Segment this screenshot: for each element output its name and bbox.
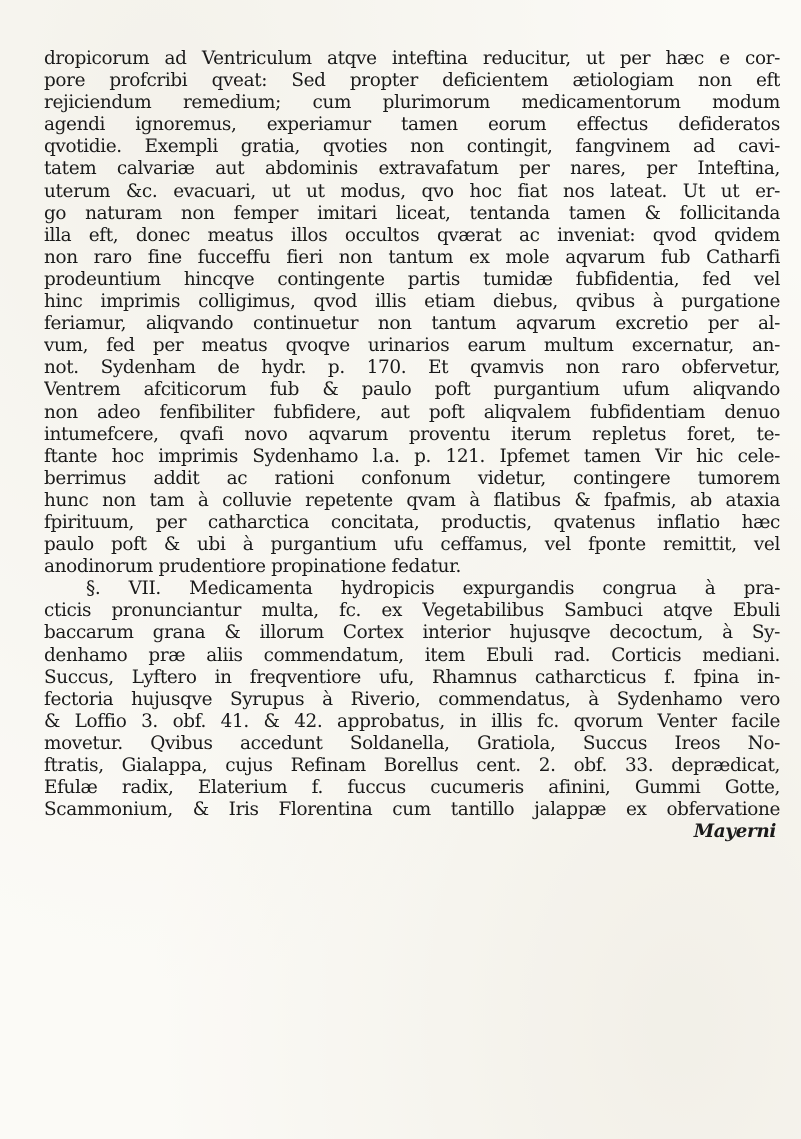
text-line: uterum &c. evacuari, ut ut modus, qvo hoc fiat nos lateat. Ut ut er- [44, 180, 780, 202]
latin-text-block [44, 48, 780, 843]
text-line: rejiciendum remedium; cum plurimorum medicamentorum modum [44, 92, 780, 114]
text-line: Ventrem afciticorum fub & paulo poft purgantium ufum aliqvando [44, 379, 780, 401]
text-line: hinc imprimis colligimus, qvod illis etiam diebus, qvibus à purgatione [44, 291, 780, 313]
text-line: non adeo fenfibiliter fubfidere, aut poft aliqvalem fubfidentiam denuo [44, 401, 780, 423]
text-line: non raro fine fucceffu fieri non tantum ex mole aqvarum fub Catharfi [44, 246, 780, 268]
text-line: not. Sydenham de hydr. p. 170. Et qvamvis non raro obfervetur, [44, 357, 780, 379]
text-line: cticis pronunciantur multa, fc. ex Vegetabilibus Sambuci atqve Ebuli [44, 600, 780, 622]
text-line: & Loffio 3. obf. 41. & 42. approbatus, in illis fc. qvorum Venter facile [44, 710, 780, 732]
text-line: denhamo præ aliis commendatum, item Ebuli rad. Corticis mediani. [44, 644, 780, 666]
catchword: Mayerni [693, 821, 776, 843]
text-line: dropicorum ad Ventriculum atqve inteftina reducitur, ut per hæc e cor- [44, 48, 780, 69]
text-line: intumefcere, qvafi novo aqvarum proventu iterum repletus foret, te- [44, 423, 780, 445]
text-line: Efulæ radix, Elaterium f. fuccus cucumeris afinini, Gummi Gotte, [44, 777, 780, 799]
text-line: berrimus addit ac rationi confonum videtur, contingere tumorem [44, 467, 780, 489]
text-line: hunc non tam à colluvie repetente qvam à flatibus & fpafmis, ab ataxia [44, 489, 780, 511]
text-line: Scammonium, & Iris Florentina cum tantillo jalappæ ex obfervatione [44, 799, 780, 821]
section-heading-line: §. VII. Medicamenta hydropicis expurgandis congrua à pra- [86, 578, 780, 600]
text-line: ftante hoc imprimis Sydenhamo l.a. p. 121. Ipfemet tamen Vir hic cele- [44, 445, 780, 467]
text-line: baccarum grana & illorum Cortex interior hujusqve decoctum, à Sy- [44, 622, 780, 644]
text-line: feriamur, aliqvando continuetur non tantum aqvarum excretio per al- [44, 313, 780, 335]
text-line: paulo poft & ubi à purgantium ufu ceffamus, vel fponte remittit, vel [44, 534, 780, 556]
text-line: qvotidie. Exempli gratia, qvoties non contingit, fangvinem ad cavi- [44, 136, 780, 158]
text-line: Succus, Lyftero in freqventiore ufu, Rhamnus catharcticus f. fpina in- [44, 666, 780, 688]
text-line: anodinorum prudentiore propinatione fedatur. [44, 556, 462, 578]
text-line: vum, fed per meatus qvoqve urinarios earum multum excernatur, an- [44, 335, 780, 357]
text-line: movetur. Qvibus accedunt Soldanella, Gratiola, Succus Ireos No- [44, 732, 780, 754]
text-line: prodeuntium hincqve contingente partis tumidæ fubfidentia, fed vel [44, 268, 780, 290]
text-line: fpirituum, per catharctica concitata, productis, qvatenus inflatio hæc [44, 511, 780, 533]
text-line: go naturam non femper imitari liceat, tentanda tamen & follicitanda [44, 202, 780, 224]
text-line: illa eft, donec meatus illos occultos qværat ac inveniat: qvod qvidem [44, 224, 780, 246]
text-line: tatem calvariæ aut abdominis extravafatum per nares, per Inteftina, [44, 158, 780, 180]
text-line: pore profcribi qveat: Sed propter deficientem ætiologiam non eft [44, 70, 780, 92]
text-line: ftratis, Gialappa, cujus Refinam Borellus cent. 2. obf. 33. deprædicat, [44, 755, 780, 776]
text-line: agendi ignoremus, experiamur tamen eorum effectus defideratos [44, 114, 780, 136]
catchword-line [44, 821, 780, 843]
text-line: fectoria hujusqve Syrupus à Riverio, commendatus, à Sydenhamo vero [44, 688, 780, 710]
